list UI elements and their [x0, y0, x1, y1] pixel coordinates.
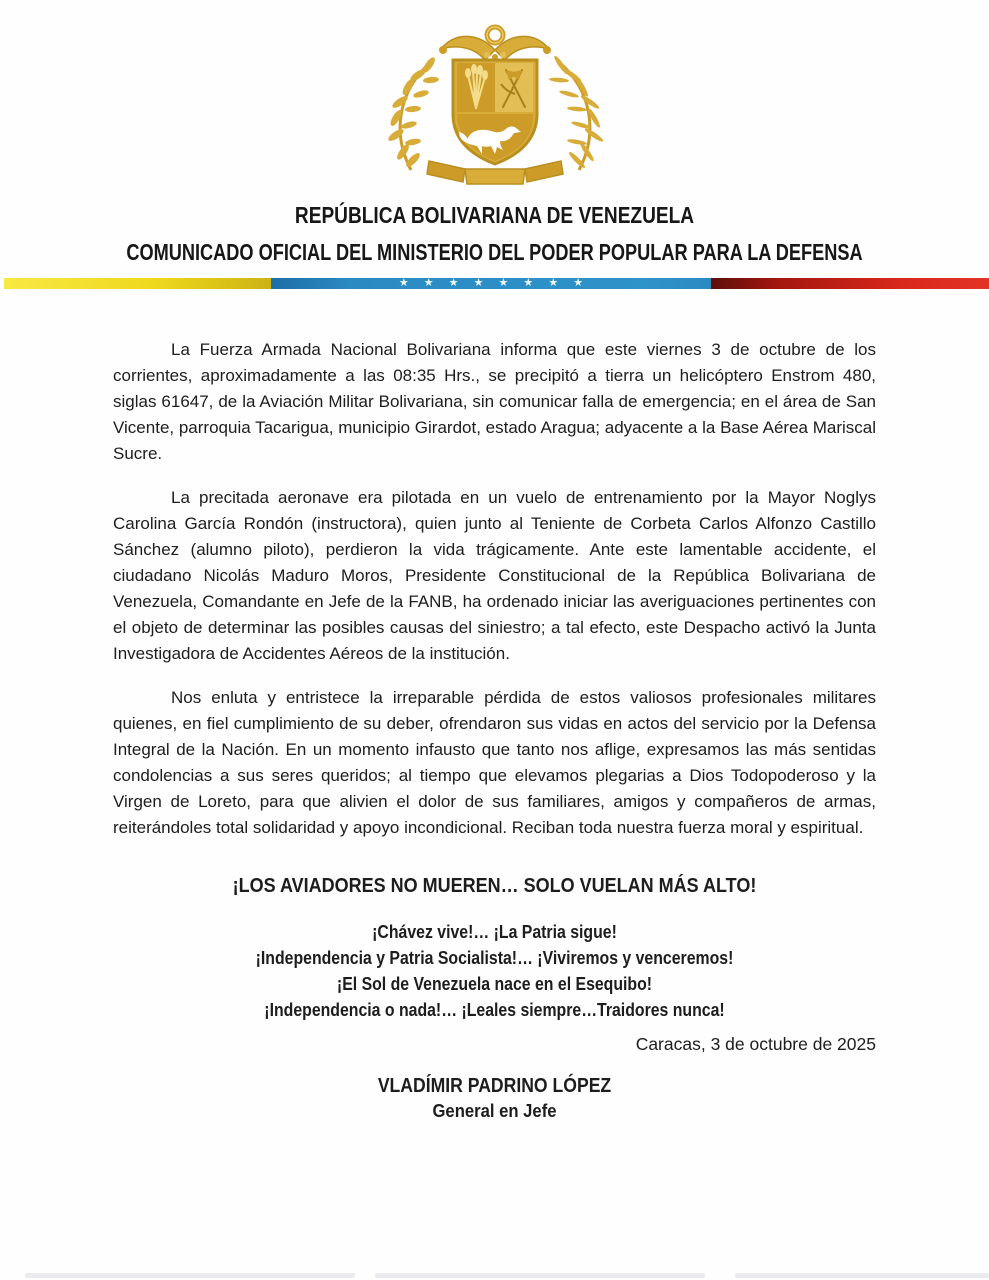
flag-blue-segment	[271, 278, 711, 289]
signatory-rank: General en Jefe	[432, 1100, 557, 1121]
paragraph-crew-investigation: La precitada aeronave era pilotada en un vuelo de entrenamiento por la Mayor Noglys Carolina García Rondón (instructora), quien junto al Teniente de Corbeta Carlos Alfonzo Castillo Sánchez (alumno piloto), perdieron la vida trágicamente. Ante este lamentable accidente, el ciudadano Nicolás Maduro Moros, Presidente Constitucional de la República Bolivariana de Venezuela, Comandante en Jefe de la FANB, ha ordenado iniciar las averiguaciones pertinentes con el objeto de determinar las posibles causas del siniestro; a tal efecto, este Despacho activó la Junta Investigadora de Accidentes Aéreos de la institución.	[113, 488, 876, 663]
signature-block	[113, 1073, 876, 1123]
flag-red-segment	[711, 278, 989, 289]
slogan-block	[113, 919, 876, 1023]
communique-body	[113, 337, 876, 1123]
flag-stars-icon: ★ ★ ★ ★ ★ ★ ★ ★	[398, 277, 584, 289]
artifact-segment	[735, 1273, 989, 1278]
signatory-name: VLADÍMIR PADRINO LÓPEZ	[377, 1075, 612, 1097]
flag-divider-bar	[4, 278, 989, 289]
slogan-line-2: ¡Independencia y Patria Socialista!… ¡Viviremos y venceremos!	[255, 948, 734, 968]
document-title: REPÚBLICA BOLIVARIANA DE VENEZUELA	[294, 202, 695, 228]
slogan-line-4: ¡Independencia o nada!… ¡Leales siempre…Traidores nunca!	[264, 1000, 725, 1020]
dateline: Caracas, 3 de octubre de 2025	[635, 1034, 876, 1054]
slogan-line-3: ¡El Sol de Venezuela nace en el Esequibo!	[336, 974, 653, 994]
document-subtitle: COMUNICADO OFICIAL DEL MINISTERIO DEL PODER POPULAR PARA LA DEFENSA	[126, 239, 863, 265]
slogan-heading: ¡LOS AVIADORES NO MUEREN… SOLO VUELAN MÁS ALTO!	[232, 875, 757, 897]
artifact-segment	[25, 1273, 355, 1278]
paragraph-condolences: Nos enluta y entristece la irreparable pérdida de estos valiosos profesionales militares quienes, en fiel cumplimiento de su deber, ofrendaron sus vidas en actos del servicio por la Defensa Integral de la Nación. En un momento infausto que tanto nos aflige, expresamos las más sentidas condolencias a sus seres queridos; al tiempo que elevamos plegarias a Dios Todopoderoso y la Virgen de Loreto, para que alivien el dolor de sus familiares, amigos y compañeros de armas, reiterándoles total solidaridad y apoyo incondicional. Reciban toda nuestra fuerza moral y espiritual.	[113, 688, 876, 837]
slogan-line-1: ¡Chávez vive!… ¡La Patria sigue!	[372, 922, 617, 942]
artifact-segment	[375, 1273, 705, 1278]
photo-edge-artifact	[0, 1273, 989, 1279]
flag-yellow-segment	[4, 278, 271, 289]
paragraph-incident: La Fuerza Armada Nacional Bolivariana informa que este viernes 3 de octubre de los corrientes, aproximadamente a las 08:35 Hrs., se precipitó a tierra un helicóptero Enstrom 480, siglas 61647, de la Aviación Militar Bolivariana, sin comunicar falla de emergencia; en el área de San Vicente, parroquia Tacarigua, municipio Girardot, estado Aragua; adyacente a la Base Aérea Mariscal Sucre.	[113, 340, 876, 463]
venezuela-coat-of-arms-icon	[373, 22, 617, 195]
